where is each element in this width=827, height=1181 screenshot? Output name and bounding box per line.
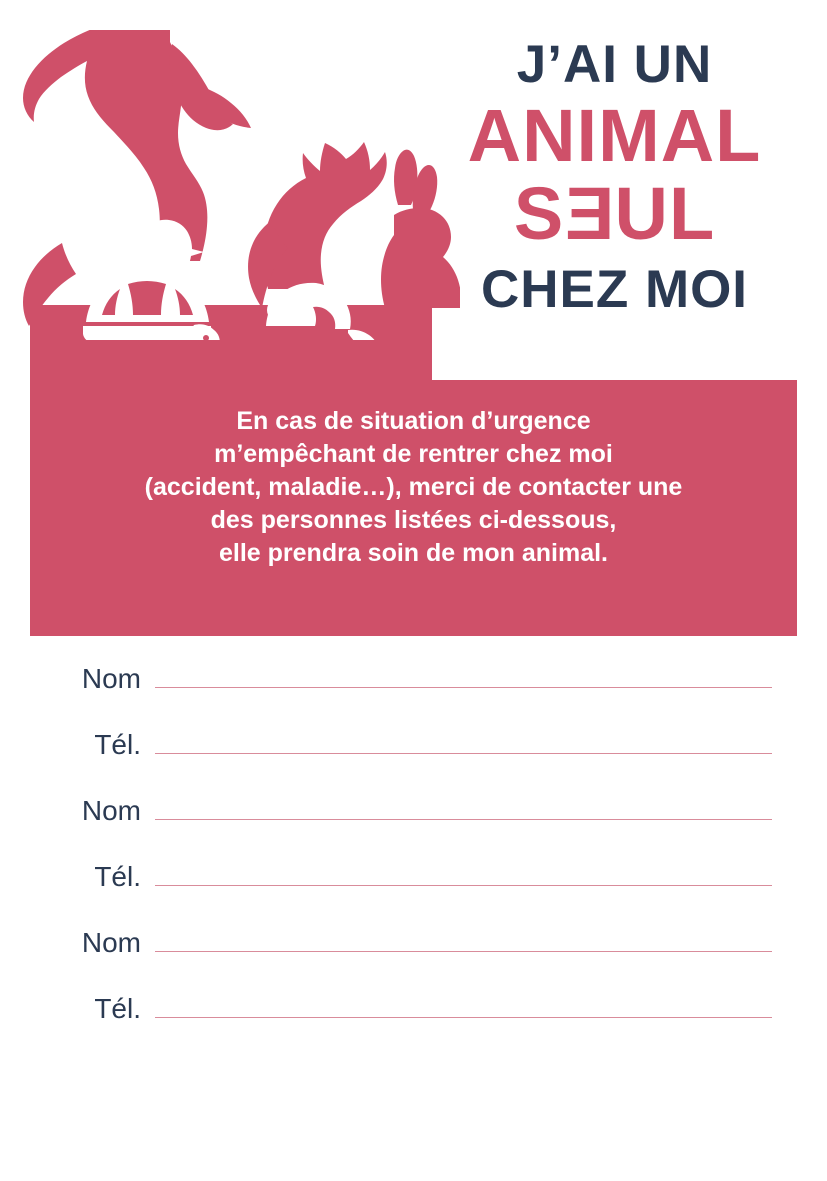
animal-silhouette-group: [20, 30, 460, 340]
title-line-3-pre: S: [513, 172, 565, 255]
instructions-line-3: (accident, maladie…), merci de contacter une: [144, 473, 683, 501]
title-line-3-post: UL: [614, 172, 716, 255]
contact-row-1-phone: [0, 726, 827, 792]
name-input-1[interactable]: [155, 660, 772, 688]
name-input-2[interactable]: [155, 792, 772, 820]
contact-row-1-name: [0, 660, 827, 726]
field-label: Nom: [81, 663, 141, 694]
mouse-silhouette-icon: [266, 283, 380, 340]
phone-input-1[interactable]: [155, 726, 772, 754]
field-label: Tél.: [94, 993, 141, 1024]
poster-title: [432, 35, 797, 319]
field-label: Tél.: [94, 861, 141, 892]
instructions-line-5: elle prendra soin de mon animal.: [219, 539, 608, 567]
contact-row-3-phone: [0, 990, 827, 1056]
name-input-3[interactable]: [155, 924, 772, 952]
field-label: Nom: [81, 927, 141, 958]
phone-input-2[interactable]: [155, 858, 772, 886]
contact-row-3-name: [0, 924, 827, 990]
contact-row-2-name: [0, 792, 827, 858]
phone-input-3[interactable]: [155, 990, 772, 1018]
instructions-text: [30, 405, 797, 570]
contact-row-2-phone: [0, 858, 827, 924]
title-line-4: CHEZ MOI: [480, 260, 749, 319]
title-line-3: [432, 172, 797, 255]
instructions-line-1: En cas de situation d’urgence: [236, 407, 591, 435]
title-line-3-reversed-e: E: [564, 172, 615, 255]
title-line-2: ANIMAL: [467, 94, 762, 177]
field-label: Nom: [81, 795, 141, 826]
title-line-1: J’AI UN: [516, 35, 713, 94]
field-label: Tél.: [94, 729, 141, 760]
contacts-form: [0, 660, 827, 1056]
instructions-line-2: m’empêchant de rentrer chez moi: [214, 440, 613, 468]
instructions-line-4: des personnes listées ci-dessous,: [210, 506, 617, 534]
cat-silhouette-icon: [248, 142, 387, 308]
